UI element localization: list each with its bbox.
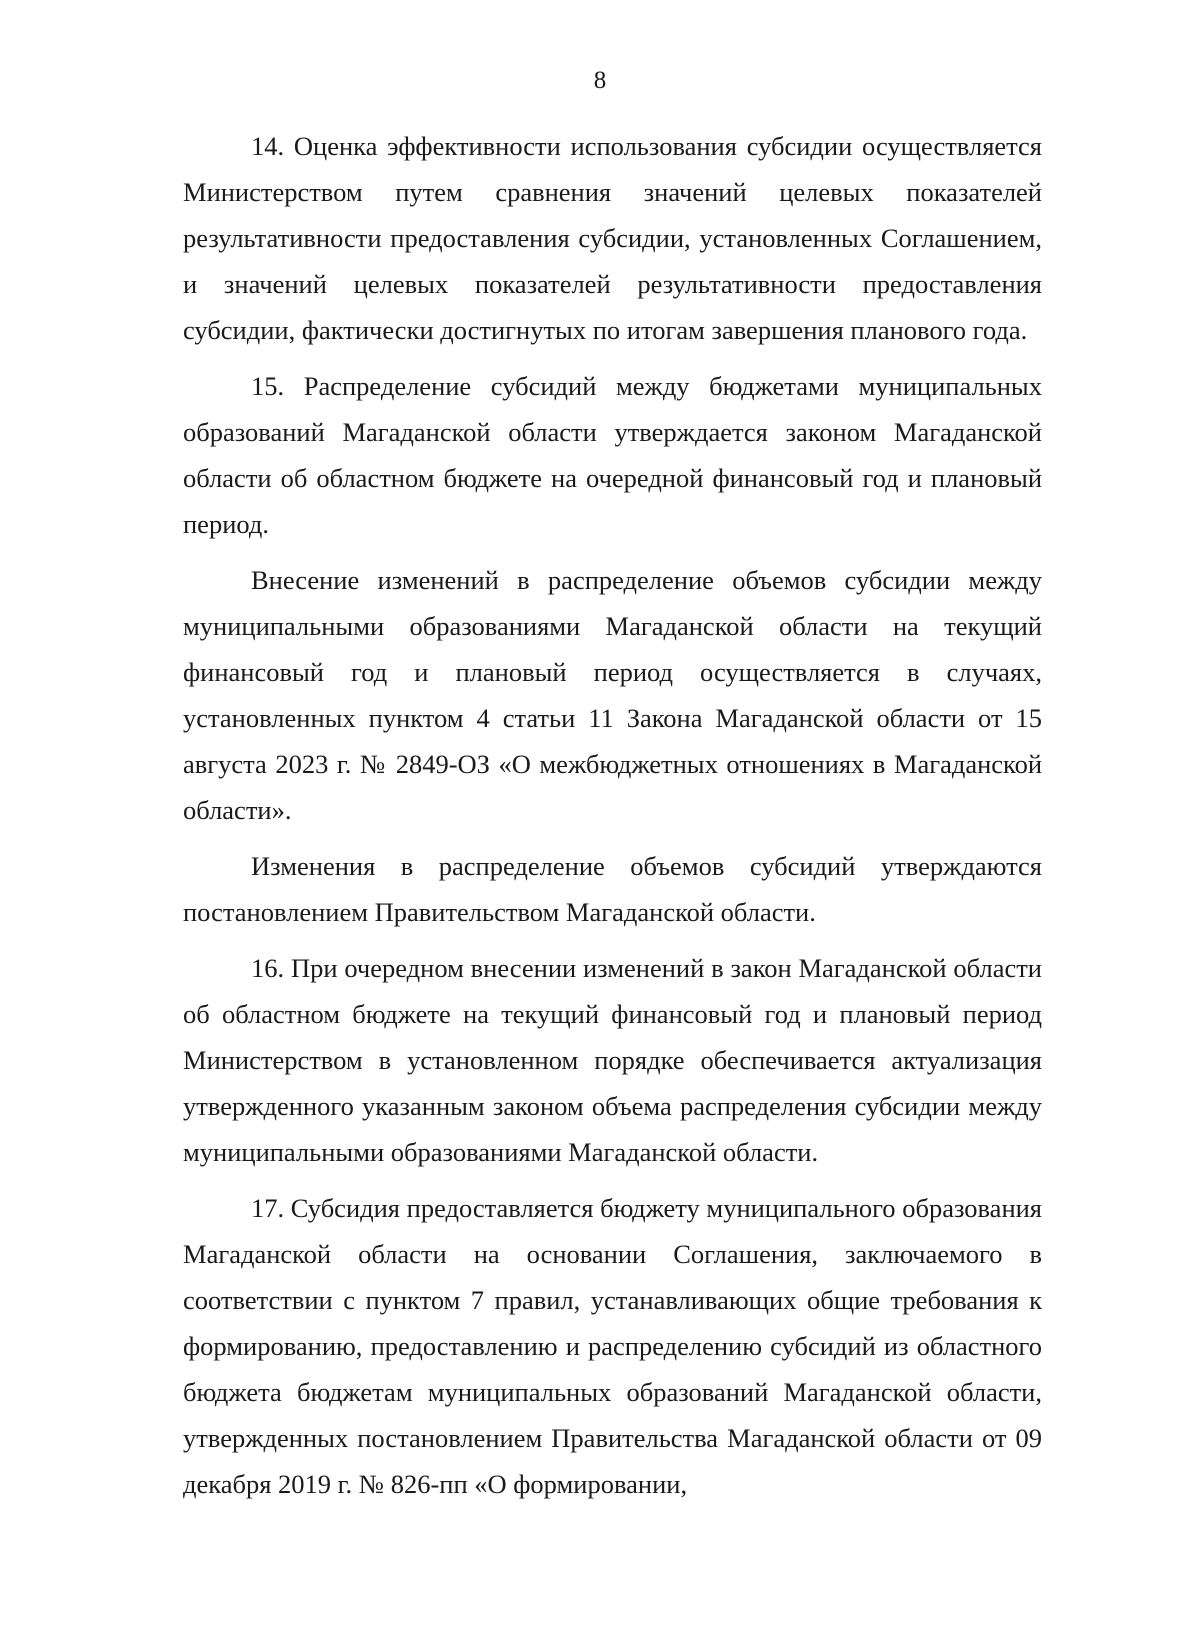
paragraph-15: 15. Распределение субсидий между бюджетами муниципальных образований Магаданской области утверждается законом Магаданской области об областном бюджете на очередной финансовый год и плановый период.: [183, 371, 1042, 539]
page-number: 8: [593, 67, 607, 94]
paragraph-17: 17. Субсидия предоставляется бюджету муниципального образования Магаданской области на основании Соглашения, заключаемого в соответствии с пунктом 7 правил, устанавливающих общие требования к формированию, предоставлению и распределению субсидий из областного бюджета бюджетам муниципальных образований Магаданской области, утвержденных постановлением Правительства Магаданской области от 09 декабря 2019 г. № 826-пп «О формировании,: [183, 1193, 1042, 1499]
paragraph-14: 14. Оценка эффективности использования субсидии осуществляется Министерством путем сравнения значений целевых показателей результативности предоставления субсидии, установленных Соглашением, и значений целевых показателей результативности предоставления субсидии, фактически достигнутых по итогам завершения планового года.: [183, 131, 1042, 345]
paragraph-15-amendments: Внесение изменений в распределение объемов субсидии между муниципальными образованиями Магаданской области на текущий финансовый год и плановый период осуществляется в случаях, установленных пунктом 4 статьи 11 Закона Магаданской области от 15 августа 2023 г. № 2849-ОЗ «О межбюджетных отношениях в Магаданской области».: [183, 565, 1042, 825]
document-body: [183, 123, 1042, 1517]
paragraph-15-changes: Изменения в распределение объемов субсидий утверждаются постановлением Правительством Магаданской области.: [183, 851, 1042, 927]
paragraph-16: 16. При очередном внесении изменений в закон Магаданской области об областном бюджете на текущий финансовый год и плановый период Министерством в установленном порядке обеспечивается актуализация утвержденного указанным законом объема распределения субсидии между муниципальными образованиями Магаданской области.: [183, 953, 1042, 1167]
